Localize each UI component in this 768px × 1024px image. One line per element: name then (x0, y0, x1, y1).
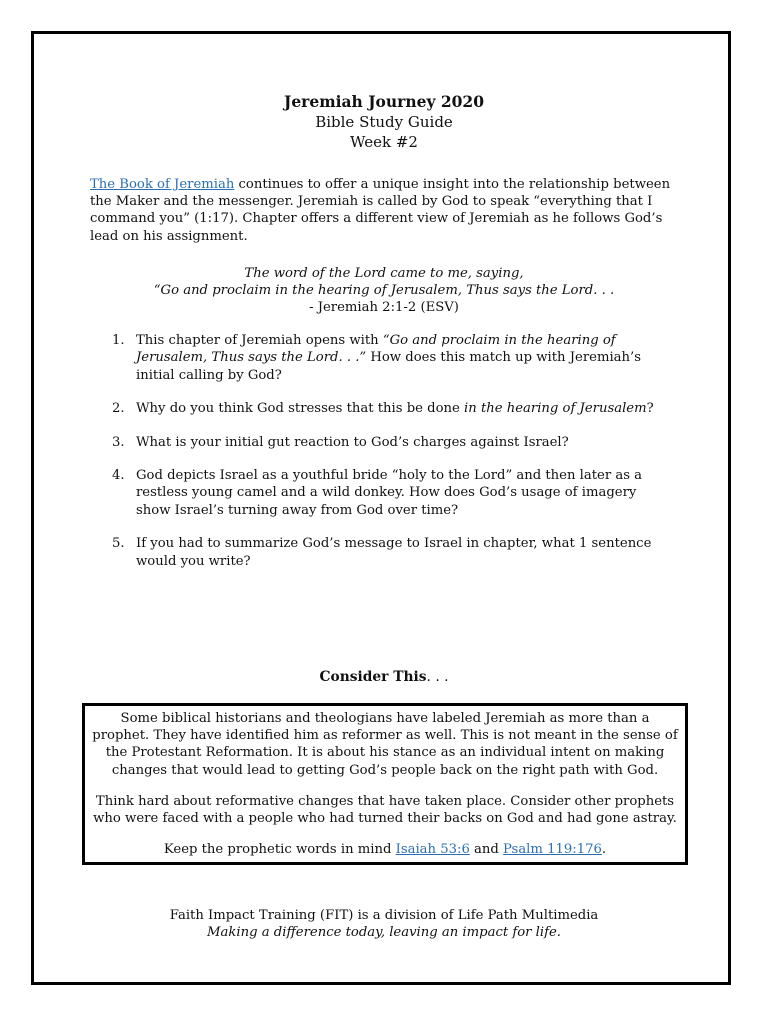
scripture-quote (34, 265, 734, 316)
question-item (112, 467, 672, 519)
consider-paragraph-1: Some biblical historians and theologians have labeled Jeremiah as more than a prophet. They have identified him as reformer as well. This is not meant in the sense of the Protestant Reformation. It is about his stance as an individual intent on making changes that would lead to getting God’s people back on the right path with God. (92, 711, 678, 778)
document-title: Jeremiah Journey 2020 (283, 92, 484, 111)
question-italic: in the hearing of Jerusalem (464, 401, 647, 417)
question-text: What is your initial gut reaction to God’s charges against Israel? (136, 434, 569, 450)
intro-paragraph (90, 176, 680, 245)
title-block (34, 92, 734, 152)
question-item (112, 535, 672, 570)
question-text: If you had to summarize God’s message to Israel in chapter, what 1 sentence would you write? (136, 536, 652, 569)
question-item (112, 400, 672, 417)
footer (34, 907, 734, 941)
question-text: God depicts Israel as a youthful bride “holy to the Lord” and then later as a restless young camel and a wild donkey. How does God’s usage of imagery show Israel’s turning away from God over time? (136, 468, 643, 518)
question-number: 5. (112, 536, 125, 552)
quote-line-2: “Go and proclaim in the hearing of Jerusalem, Thus says the Lord. . . (153, 283, 615, 298)
consider-heading (34, 669, 734, 685)
question-text-end: How does this match up with Jeremiah’s initial calling by God? (136, 350, 641, 383)
intro-text: continues to offer a unique insight into the relationship between the Maker and the messenger. Jeremiah is called by God to speak “everything that I command you” (1:17). Chapter offers a different view of Jeremiah as he follows God’s lead on his assignment. (90, 177, 671, 244)
question-number: 3. (112, 434, 125, 450)
question-item (112, 434, 672, 451)
closing-and: and (469, 842, 504, 858)
consider-closing (91, 841, 679, 858)
document-subtitle: Bible Study Guide (315, 113, 453, 131)
footer-organization: Faith Impact Training (FIT) is a division of Life Path Multimedia (169, 908, 599, 923)
week-label: Week #2 (350, 133, 418, 151)
book-of-jeremiah-link[interactable]: The Book of Jeremiah (90, 177, 235, 192)
isaiah-link[interactable]: Isaiah 53:6 (395, 842, 470, 858)
quote-citation: - Jeremiah 2:1-2 (ESV) (309, 300, 459, 315)
question-number: 4. (112, 468, 125, 484)
consider-heading-bold: Consider This (319, 669, 427, 685)
quote-line-1: The word of the Lord came to me, saying, (244, 266, 524, 281)
question-text: Why do you think God stresses that this be done (136, 401, 465, 417)
consider-heading-ellipsis: . . . (426, 669, 449, 685)
question-item (112, 332, 672, 384)
question-list (112, 332, 672, 586)
question-number: 2. (112, 401, 125, 417)
consider-box (82, 703, 688, 865)
question-number: 1. (112, 333, 125, 348)
closing-prefix: Keep the prophetic words in mind (163, 842, 396, 858)
question-text: This chapter of Jeremiah opens with (136, 333, 383, 348)
footer-tagline: Making a difference today, leaving an impact for life. (207, 925, 561, 940)
question-text-end: ? (646, 401, 654, 417)
question-italic: “Go and proclaim in the hearing of Jerusalem, Thus says the Lord. . .” (136, 333, 616, 366)
closing-period: . (601, 842, 607, 858)
psalm-link[interactable]: Psalm 119:176 (503, 842, 602, 858)
consider-paragraph-2: Think hard about reformative changes that have taken place. Consider other prophets who were faced with a people who had turned their backs on God and had gone astray. (93, 793, 677, 827)
